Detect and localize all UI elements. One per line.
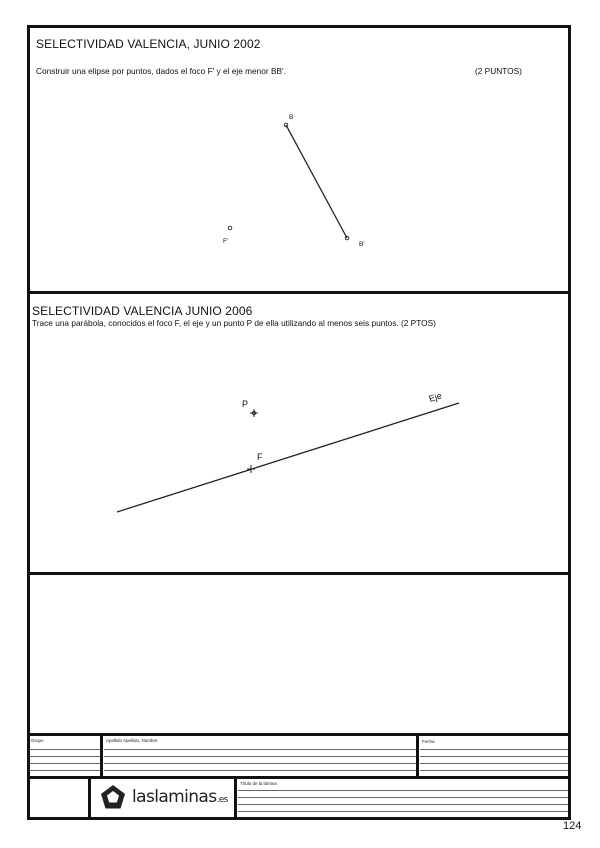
- titulo-line-3: [238, 804, 568, 805]
- problem-1-points: (2 PUNTOS): [475, 66, 522, 76]
- fecha-line-3: [420, 763, 568, 764]
- grupo-line-4: [30, 770, 100, 771]
- apellido-line-2: [104, 756, 416, 757]
- footer-sep-2: [416, 733, 419, 778]
- grupo-line-2: [30, 756, 100, 757]
- problem-2-statement: Trace una parábola, conocidos el foco F, el eje y un punto P de ella utilizando al menos seis puntos. (2 PTOS): [32, 318, 436, 328]
- footer-sep-4: [234, 776, 237, 820]
- label-b-prime: B': [359, 241, 365, 248]
- fecha-line-4: [420, 770, 568, 771]
- apellido-label: Apellido Apellido, Nombre: [106, 738, 158, 743]
- brand-name: laslaminas: [132, 787, 217, 807]
- brand-logo: [100, 784, 228, 810]
- titulo-line-4: [238, 811, 568, 812]
- problem-1-statement: Construir una elipse por puntos, dados el foco F' y el eje menor BB'.: [36, 66, 286, 76]
- fecha-label: Fecha: [422, 739, 435, 744]
- footer-row-divider: [27, 776, 571, 779]
- footer-sep-1: [100, 733, 103, 778]
- titulo-line-1: [238, 790, 568, 791]
- brand-wordmark: [132, 787, 228, 807]
- apellido-line-1: [104, 749, 416, 750]
- label-p: P: [242, 399, 249, 409]
- fecha-line-2: [420, 756, 568, 757]
- problem-1-title: SELECTIVIDAD VALENCIA, JUNIO 2002: [36, 37, 261, 51]
- problem-2-title: SELECTIVIDAD VALENCIA JUNIO 2006: [32, 304, 253, 318]
- grupo-line-1: [30, 749, 100, 750]
- footer-sep-3: [88, 776, 91, 820]
- grupo-line-3: [30, 763, 100, 764]
- label-b: B: [289, 114, 294, 121]
- apellido-line-4: [104, 770, 416, 771]
- apellido-line-3: [104, 763, 416, 764]
- titulo-label: Título de la lámina: [240, 781, 277, 786]
- label-axis: Eje: [427, 390, 444, 404]
- grupo-label: Grupo: [31, 738, 44, 743]
- page-number: 124: [563, 820, 582, 832]
- label-f: F: [257, 452, 263, 462]
- divider-3: [27, 733, 571, 736]
- brand-suffix: .es: [216, 795, 228, 805]
- label-f-prime: F': [223, 238, 229, 245]
- fecha-line-1: [420, 749, 568, 750]
- titulo-line-2: [238, 797, 568, 798]
- parabola-axis-line: [117, 403, 459, 512]
- pentagon-logo-icon: [100, 784, 126, 810]
